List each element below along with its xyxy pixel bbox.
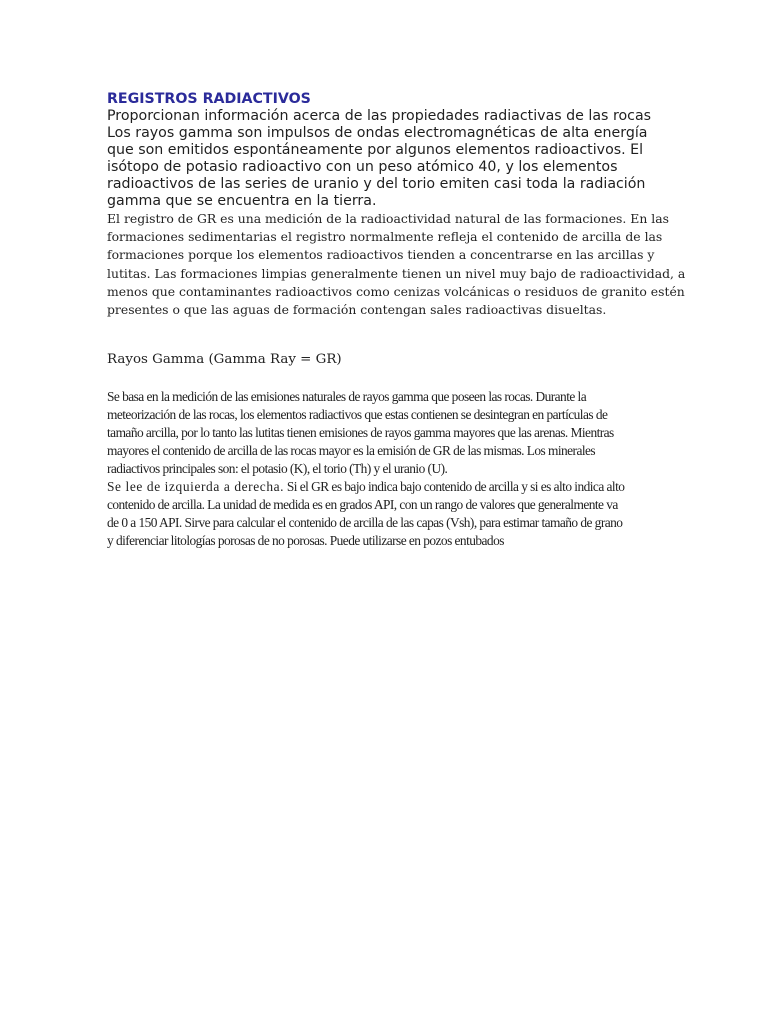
intro-line: Los rayos gamma son impulsos de ondas electromagnéticas de alta energía [107,125,648,141]
detail-line: meteorización de las rocas, los elementos radiactivos que estas contienen se desintegran en partículas de [107,407,608,422]
detail-line: mayores el contenido de arcilla de las rocas mayor es la emisión de GR de las mismas. Los minerales [107,443,596,458]
intro-line: gamma que se encuentra en la tierra. [107,193,377,209]
gr-line: menos que contaminantes radioactivos como cenizas volcánicas o residuos de granito estén [107,283,685,299]
reading-line [107,478,624,496]
gr-paragraph [107,210,686,319]
section-subheading: Rayos Gamma (Gamma Ray = GR) [107,352,342,367]
document-body [107,90,686,548]
gr-line: presentes o que las aguas de formación contengan sales radioactivas disueltas. [107,302,607,318]
gr-line: El registro de GR es una medición de la radioactividad natural de las formaciones. En las [107,211,669,226]
reading-line: de 0 a 150 API. Sirve para calcular el contenido de arcilla de las capas (Vsh), para estimar tamaño de grano [107,515,623,530]
reading-line-start: Se lee de izquierda a derecha. [107,479,285,494]
intro-line: radioactivos de las series de uranio y del torio emiten casi toda la radiación [107,176,646,192]
detail-line: Se basa en la medición de las emisiones naturales de rayos gamma que poseen las rocas. Durante la [107,389,587,404]
intro-line: Proporcionan información acerca de las propiedades radiactivas de las rocas [107,108,652,124]
gr-line: lutitas. Las formaciones limpias generalmente tienen un nivel muy bajo de radioactividad, a [107,265,686,281]
intro-line: que son emitidos espontáneamente por algunos elementos radioactivos. El [107,142,644,158]
detail-paragraph [107,388,624,550]
gr-line: formaciones porque los elementos radioactivos tienden a concentrarse en las arcillas y [107,247,655,263]
document-heading: REGISTROS RADIACTIVOS [107,91,311,107]
intro-line: isótopo de potasio radioactivo con un peso atómico 40, y los elementos [107,159,618,175]
gr-line: formaciones sedimentarias el registro normalmente refleja el contenido de arcilla de las [107,229,663,245]
reading-line-rest: Si el GR es bajo indica bajo contenido de arcilla y si es alto indica alto [284,479,625,494]
detail-line: radiactivos principales son: el potasio (K), el torio (Th) y el uranio (U). [107,461,448,476]
reading-line: y diferenciar litologías porosas de no porosas. Puede utilizarse en pozos entubados [107,533,504,548]
reading-line: contenido de arcilla. La unidad de medida es en grados API, con un rango de valores que generalmente va [107,497,618,512]
intro-paragraph [107,108,667,210]
detail-line: tamaño arcilla, por lo tanto las lutitas tienen emisiones de rayos gamma mayores que las arenas. Mientras [107,425,614,440]
